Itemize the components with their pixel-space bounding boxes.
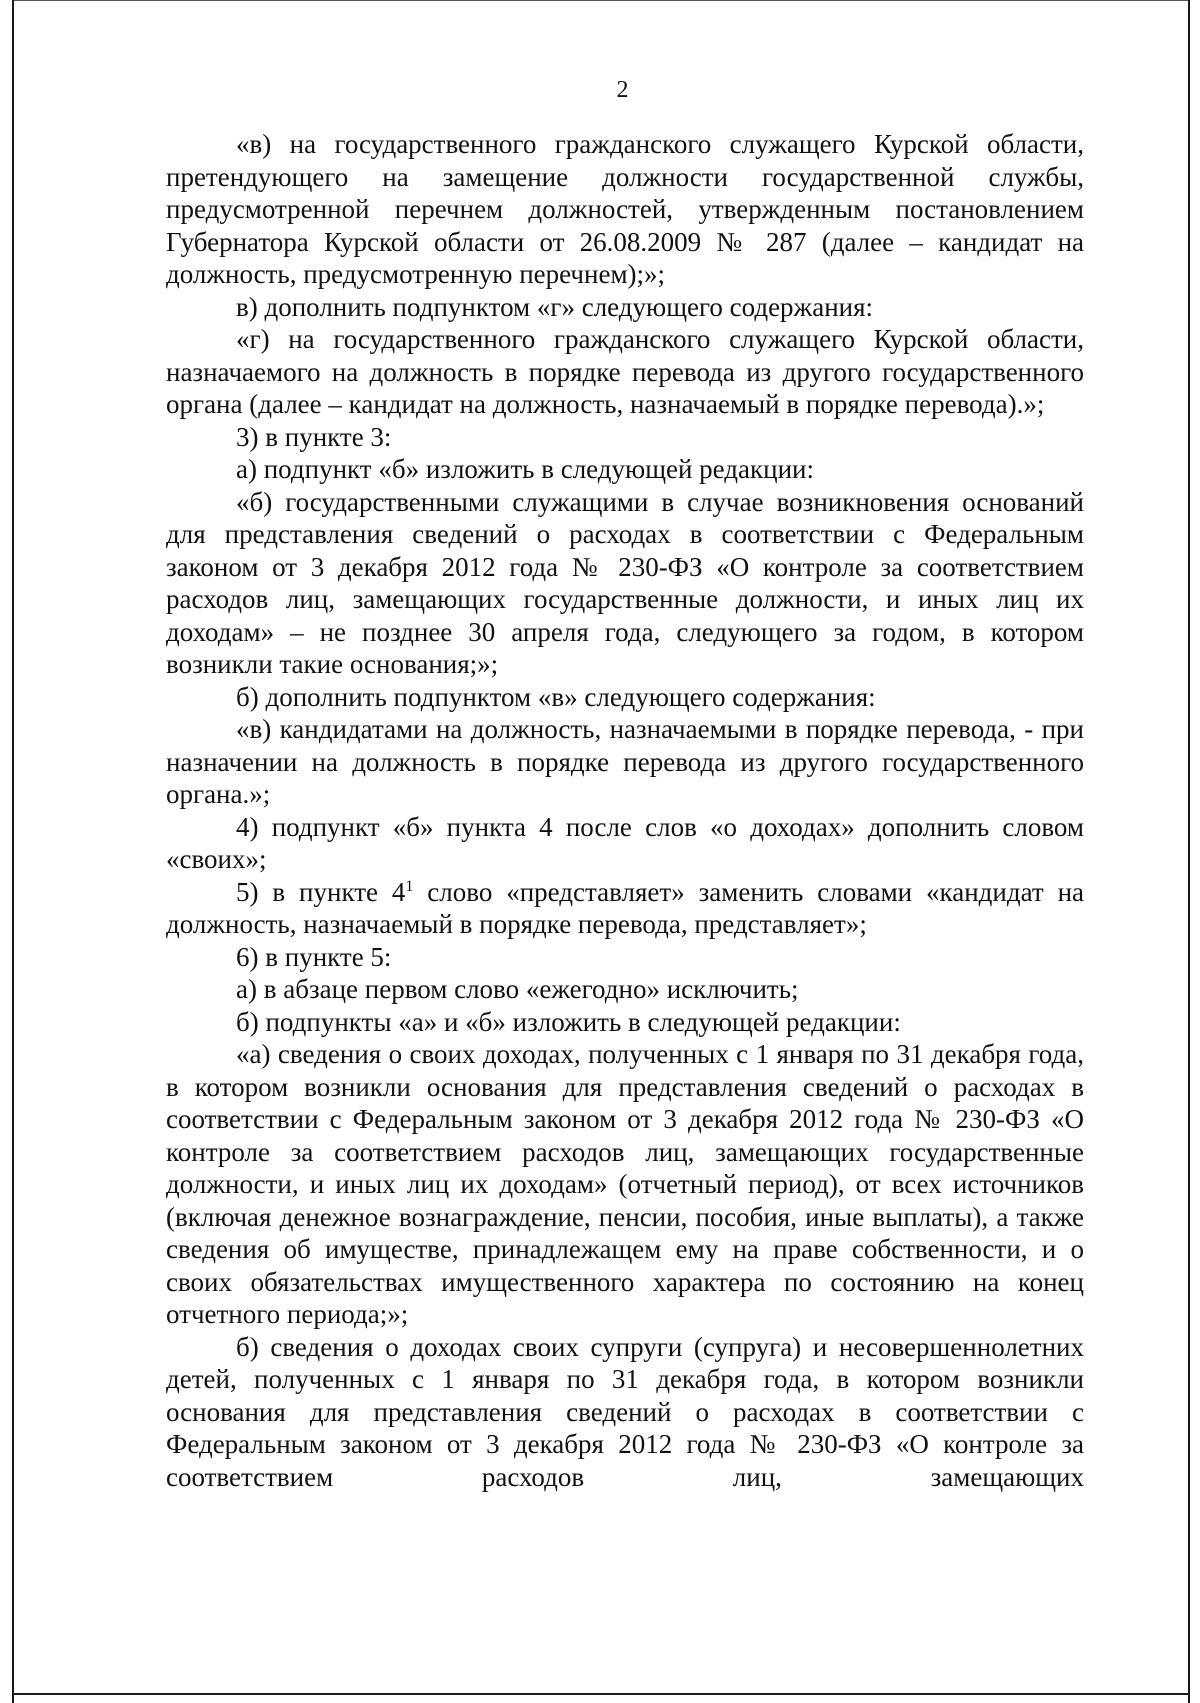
paragraph-item-4: 4) подпункт «б» пункта 4 после слов «о доходах» дополнить словом «своих»; bbox=[166, 811, 1084, 874]
paragraph-add-subitem-g: в) дополнить подпунктом «г» следующего содержания: bbox=[236, 291, 874, 322]
paragraph-item-3: 3) в пункте 3: bbox=[236, 421, 392, 452]
scan-border-right bbox=[1188, 0, 1190, 1703]
document-body bbox=[166, 128, 1084, 1493]
paragraph-item-6a: а) в абзаце первом слово «ежегодно» исключить; bbox=[236, 974, 799, 1004]
paragraph-g-transfer: «г) на государственного гражданского служащего Курской области, назначаемого на должность в порядке перевода из другого государственного органа (далее – кандидат на должность, назначаемый в порядке перевода).»; bbox=[166, 324, 1084, 419]
item-5-prefix: 5) в пункте 4 bbox=[236, 876, 406, 907]
item-5-suffix: слово «представляет» заменить словами «кандидат на должность, назначаемый в порядке перевода, представляет»; bbox=[166, 876, 1085, 939]
paragraph-item-3b: б) дополнить подпунктом «в» следующего содержания: bbox=[236, 681, 876, 712]
item-5-superscript: 1 bbox=[405, 877, 414, 895]
scan-border-bottom bbox=[12, 1693, 1190, 1695]
paragraph-item-3a: а) подпункт «б» изложить в следующей редакции: bbox=[236, 454, 814, 484]
paragraph-b-spouse-income: б) сведения о доходах своих супруги (супруга) и несовершеннолетних детей, полученных с 1 января по 31 декабря года, в котором возникли основания для представления сведений о расходах в соответствии с Федеральным законом от 3 декабря 2012 года № 230-ФЗ «О контроле за соответствием расходов лиц, замещающих bbox=[166, 1331, 1084, 1492]
page-number: 2 bbox=[616, 77, 629, 103]
paragraph-item-6: 6) в пункте 5: bbox=[236, 941, 392, 972]
paragraph-item-5 bbox=[166, 876, 1084, 941]
scan-border-left bbox=[12, 0, 14, 1703]
paragraph-a-own-income: «а) сведения о своих доходах, полученных с 1 января по 31 декабря года, в котором возникли основания для представления сведений о расходах в соответствии с Федеральным законом от 3 декабря 2012 года № 230-ФЗ «О контроле за соответствием расходов лиц, замещающих государственные должности, и иных лиц их доходам» (отчетный период), от всех источников (включая денежное вознаграждение, пенсии, пособия, иные выплаты), а также сведения об имуществе, принадлежащем ему на праве собственности, и о своих обязательствах имущественного характера по состоянию на конец отчетного периода;»; bbox=[166, 1039, 1084, 1329]
paragraph-item-6b: б) подпункты «а» и «б» изложить в следующей редакции: bbox=[236, 1006, 901, 1037]
paragraph-v-candidates: «в) кандидатами на должность, назначаемыми в порядке перевода, - при назначении на должность в порядке перевода из другого государственного органа.»; bbox=[166, 714, 1084, 809]
scan-border-top bbox=[12, 0, 1190, 1]
paragraph-v-candidate: «в) на государственного гражданского служащего Курской области, претендующего на замещение должности государственной службы, предусмотренной перечнем должностей, утвержденным постановлением Губернатора Курской области от 26.08.2009 № 287 (далее – кандидат на должность, предусмотренную перечнем);»; bbox=[166, 129, 1084, 289]
paragraph-b-civil-servants: «б) государственными служащими в случае возникновения оснований для представления сведений о расходах в соответствии с Федеральным законом от 3 декабря 2012 года № 230-ФЗ «О контроле за соответствием расходов лиц, замещающих государственные должности, и иных лиц их доходам» – не позднее 30 апреля года, следующего за годом, в котором возникли такие основания;»; bbox=[166, 486, 1084, 679]
